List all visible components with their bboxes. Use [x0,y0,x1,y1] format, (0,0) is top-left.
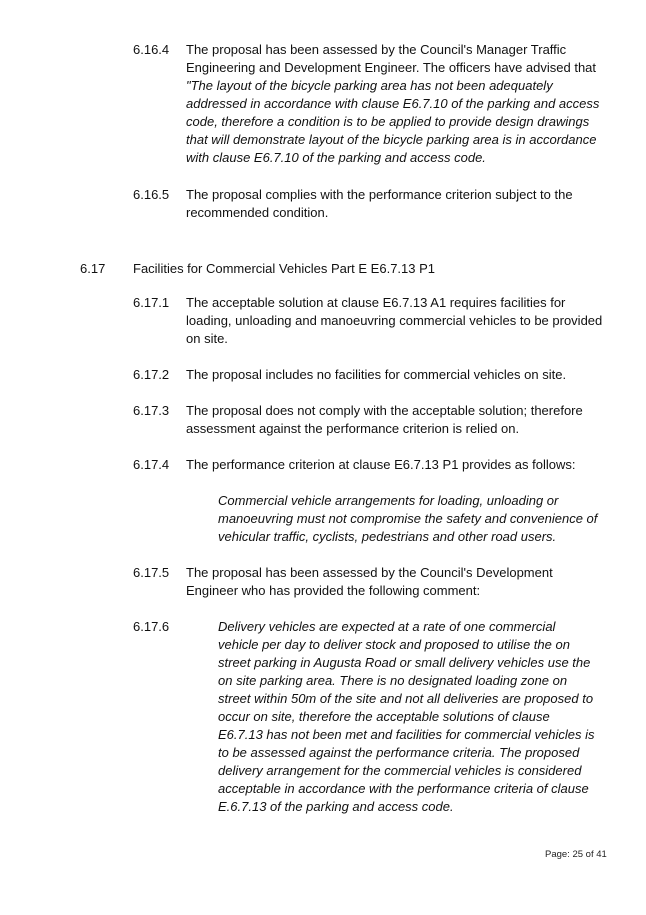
paragraph-number: 6.16.5 [133,187,170,202]
paragraph-number: 6.17.2 [133,367,170,382]
paragraph-number: 6.17.3 [133,403,170,418]
paragraph-text: The acceptable solution at clause E6.7.13 A1 requires facilities for loading, unloading and manoeuvring commercial vehicles to be provided on site. [186,295,603,346]
paragraph-text: The proposal does not comply with the acceptable solution; therefore assessment against the performance criterion is relied on. [186,403,583,436]
paragraph-number: 6.16.4 [133,42,170,57]
paragraph-intro: The proposal has been assessed by the Council's Manager Traffic Engineering and Development Engineer. The officers have advised that [186,42,597,75]
section-title: Facilities for Commercial Vehicles Part E E6.7.13 P1 [133,261,436,276]
paragraph-text: The proposal includes no facilities for commercial vehicles on site. [186,367,567,382]
page-number: Page: 25 of 41 [545,849,607,860]
paragraph-number: 6.17.6 [133,619,170,634]
paragraph-text: The proposal complies with the performance criterion subject to the recommended condition. [186,187,573,220]
paragraph-text: The performance criterion at clause E6.7.13 P1 provides as follows: [186,457,576,472]
quote-text: Commercial vehicle arrangements for loading, unloading or manoeuvring must not compromise the safety and convenience of vehicular traffic, cyclists, pedestrians and other road users. [218,493,598,544]
engineer-comment-quote: Delivery vehicles are expected at a rate of one commercial vehicle per day to deliver stock and proposed to utilise the on street parking in Augusta Road or small delivery vehicles use the on site parking area. There is no designated loading zone on street within 50m of the site and not all deliveries are proposed to occur on site, therefore the acceptable solutions of clause E6.7.13 has not been met and facilities for commercial vehicles is to be assessed against the performance criteria. The proposed delivery arrangement for the commercial vehicles is considered acceptable in accordance with the performance criteria of clause E.6.7.13 of the parking and access code. [218,619,595,814]
paragraph-number: 6.17.5 [133,565,170,580]
paragraph-text: The proposal has been assessed by the Council's Development Engineer who has provided the following comment: [186,565,553,598]
section-number: 6.17 [80,261,106,276]
paragraph-number: 6.17.4 [133,457,170,472]
officer-advice-quote: "The layout of the bicycle parking area has not been adequately addressed in accordance with clause E6.7.10 of the parking and access code, therefore a condition is to be applied to provide design drawings that will demonstrate layout of the bicycle parking area is in accordance with clause E6.7.10 of the parking and access code. [186,78,600,165]
paragraph-text [186,41,604,167]
paragraph-number: 6.17.1 [133,295,170,310]
